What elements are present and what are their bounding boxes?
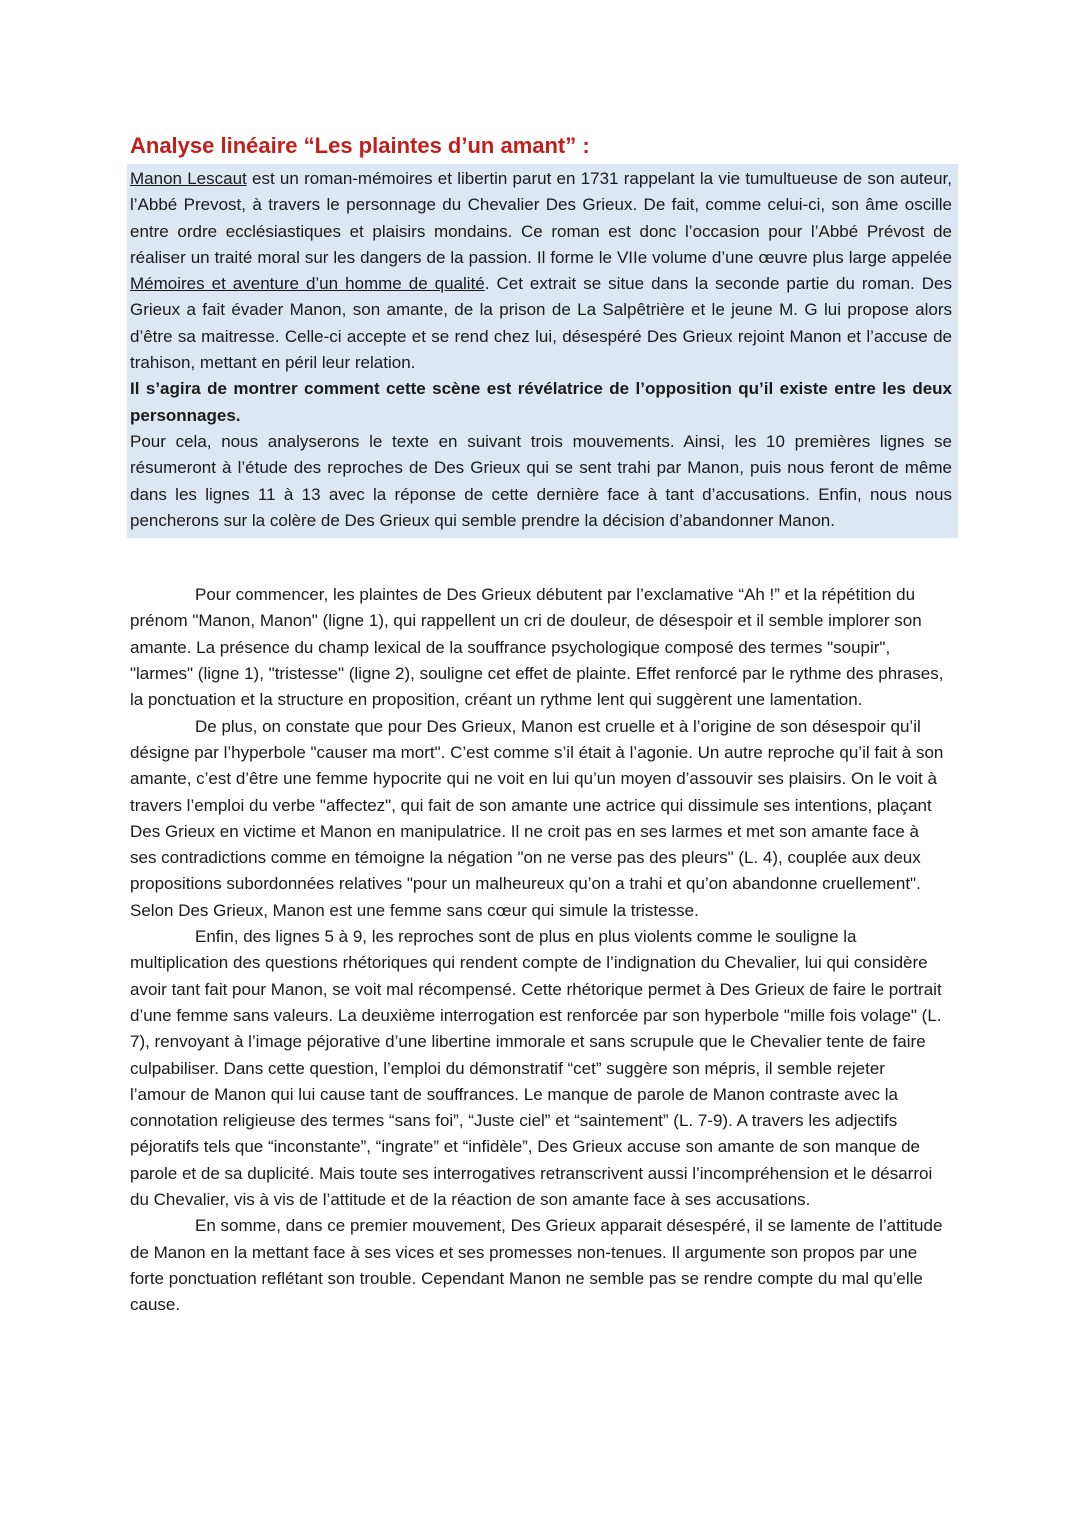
book-title-manon-lescaut: Manon Lescaut bbox=[130, 169, 247, 188]
document-title: Analyse linéaire “Les plaintes d’un amant” : bbox=[130, 133, 590, 158]
introduction-block bbox=[127, 164, 958, 538]
analysis-paragraph-2: De plus, on constate que pour Des Grieux, Manon est cruelle et à l’origine de son désespoir qu’il désigne par l’hyperbole "causer ma mort". C’est comme s’il était à l’agonie. Un autre reproche qu’il fait à son amante, c’est d’être une femme hypocrite qui ne voit en lui qu’un moyen d’assouvir ses plaisirs. On le voit à travers l’emploi du verbe "affectez", qui fait de son amante une actrice qui dissimule ses intentions, plaçant Des Grieux en victime et Manon en manipulatrice. Il ne croit pas en ses larmes et met son amante face à ses contradictions comme en témoigne la négation "on ne verse pas des pleurs" (L. 4), couplée aux deux propositions subordonnées relatives "pour un malheureux qu’on a trahi et qu’on abandonne cruellement". Selon Des Grieux, Manon est une femme sans cœur qui simule la tristesse. bbox=[130, 716, 944, 920]
analysis-paragraph-1: Pour commencer, les plaintes de Des Grieux débutent par l’exclamative “Ah !” et la répétition du prénom "Manon, Manon" (ligne 1), qui rappellent un cri de douleur, de désespoir et il semble implorer son amante. La présence du champ lexical de la souffrance psychologique composé des termes "soupir", "larmes" (ligne 1), "tristesse" (ligne 2), souligne cet effet de plainte. Effet renforcé par le rythme des phrases, la ponctuation et la structure en proposition, créant un rythme lent qui suggèrent une lamentation. bbox=[130, 585, 944, 710]
intro-text-part: . Cet extrait se situe dans la seconde partie du roman. Des Grieux a fait évader Manon, son amante, de la prison de La Salpêtrière et le jeune M. G lui propose alors d’être sa maitresse. Celle-ci accepte et se rend chez lui, désespéré Des Grieux rejoint Manon et l’accuse de trahison, mettant en péril leur relation. bbox=[130, 274, 952, 373]
analysis-paragraph-4: En somme, dans ce premier mouvement, Des Grieux apparait désespéré, il se lamente de l’attitude de Manon en la mettant face à ses vices et ses promesses non-tenues. Il argumente son propos par une forte ponctuation reflétant son trouble. Cependant Manon ne semble pas se rendre compte du mal qu’elle cause. bbox=[130, 1216, 943, 1315]
analysis-body bbox=[130, 582, 945, 1318]
intro-paragraph bbox=[130, 166, 952, 376]
book-title-memoires: Mémoires et aventure d’un homme de qualité bbox=[130, 274, 485, 294]
intro-text-part: est un roman-mémoires et libertin parut en 1731 rappelant la vie tumultueuse de son auteur, l’Abbé Prevost, à travers le personnage du Chevalier Des Grieux. De fait, comme celui-ci, son âme oscille entre ordre ecclésiastiques et plaisirs mondains. Ce roman est donc l’occasion pour l’Abbé Prévost de réaliser un traité moral sur les dangers de la passion. Il forme le VIIe volume d’une œuvre plus large appelée bbox=[130, 169, 952, 267]
problematique: Il s’agira de montrer comment cette scène est révélatrice de l’opposition qu’il existe entre les deux personnages. bbox=[130, 379, 952, 425]
plan-annonce: Pour cela, nous analyserons le texte en suivant trois mouvements. Ainsi, les 10 premières lignes se résumeront à l’étude des reproches de Des Grieux qui se sent trahi par Manon, puis nous feront de même dans les lignes 11 à 13 avec la réponse de cette dernière face à tant d’accusations. Enfin, nous nous pencherons sur la colère de Des Grieux qui semble prendre la décision d’abandonner Manon. bbox=[130, 431, 952, 530]
analysis-paragraph-3: Enfin, des lignes 5 à 9, les reproches sont de plus en plus violents comme le souligne la multiplication des questions rhétoriques qui rendent compte de l’indignation du Chevalier, lui qui considère avoir tant fait pour Manon, se voit mal récompensé. Cette rhétorique permet à Des Grieux de faire le portrait d’une femme sans valeurs. La deuxième interrogation est renforcée par son hyperbole "mille fois volage" (L. 7), renvoyant à l’image péjorative d’une libertine immorale et sans scrupule que le Chevalier tente de faire culpabiliser. Dans cette question, l’emploi du démonstratif “cet” suggère son mépris, il semble rejeter l’amour de Manon qui lui cause tant de souffrances. Le manque de parole de Manon contraste avec la connotation religieuse des termes “sans foi”, “Juste ciel” et “saintement” (L. 7-9). A travers les adjectifs péjoratifs tels que “inconstante”, “ingrate” et “infidèle”, Des Grieux accuse son amante de son manque de parole et de sa duplicité. Mais toute ses interrogatives retranscrivent aussi l’incompréhension et le désarroi du Chevalier, vis à vis de l’attitude et de la réaction de son amante face à ses accusations. bbox=[130, 927, 942, 1209]
